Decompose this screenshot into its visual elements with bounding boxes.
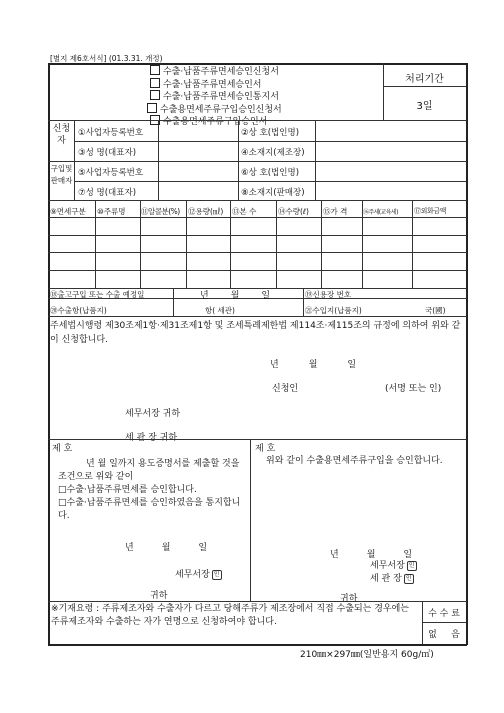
left-signer: 세무서장 인: [175, 570, 220, 580]
paper-spec: 210㎜×297㎜(일반용지 60g/㎡): [300, 650, 434, 660]
applicant-representative-input[interactable]: [159, 142, 237, 160]
addressee-customs: 세 관 장 귀하: [125, 433, 178, 443]
checkbox[interactable]: [150, 78, 160, 88]
items-header-liquor-name: ⑩주류명: [97, 207, 126, 216]
option-notify[interactable]: □수출·납품주류면세를 승인하였음을 통지합니다.: [58, 498, 241, 521]
signature-note: (서명 또는 인): [385, 384, 442, 394]
items-row[interactable]: [49, 236, 465, 251]
items-header-quantity: ⑭수량(ℓ): [278, 207, 309, 216]
items-header-alcohol: ⑪알콜분(%): [141, 207, 180, 216]
purchaser-address-label: ⑧소재지(판매장): [241, 188, 305, 198]
items-row[interactable]: [49, 218, 465, 234]
form-reference: [별지 제6호서식] (01.3.31. 개정): [50, 54, 163, 63]
title-option[interactable]: 수출용면세주류구입승인서: [150, 115, 282, 128]
right-approval-body: 위와 같이 수출용면세주류구입을 승인합니다.: [266, 456, 443, 466]
purchaser-representative-label: ⑦성 명(대표자): [78, 188, 137, 198]
purchaser-address-input[interactable]: [316, 182, 465, 199]
left-approval-date[interactable]: 년 월 일: [125, 543, 208, 553]
title-option[interactable]: 수출·납품주류면세승인통지서: [150, 90, 282, 103]
applicant-business-number-label: ①사업자등록번호: [78, 128, 144, 138]
processing-period-value: 3일: [416, 101, 433, 112]
seal-mark: 인: [213, 571, 220, 578]
applicant-representative-label: ③성 명(대표자): [78, 148, 137, 158]
application-date[interactable]: 년 월 일: [270, 360, 357, 370]
applicant-address-label: ④소재지(제조장): [241, 148, 305, 158]
purchaser-section-label: 구입및판매자: [50, 164, 73, 185]
addressee-tax-office: 세무서장 귀하: [125, 409, 181, 419]
right-addressee: 귀하: [340, 594, 358, 604]
applicant-section-label: 신청자: [52, 124, 71, 146]
right-approval-date[interactable]: 년 월 일: [330, 550, 413, 560]
items-header-price: ⑮가 격: [323, 207, 348, 216]
ship-date-label: ⑱출고구입 또는 수출 예정일: [50, 290, 145, 299]
right-signers: 세무서장 인 세 관 장 인: [370, 561, 415, 584]
right-approval-number: 제 호: [255, 444, 276, 454]
checkbox[interactable]: [147, 103, 157, 113]
purchaser-business-number-label: ⑤사업자등록번호: [78, 168, 144, 178]
seal-mark: 인: [408, 562, 415, 569]
purchaser-company-name-input[interactable]: [316, 162, 465, 180]
items-header-bottles: ⑬본 수: [232, 207, 257, 216]
items-header-volume: ⑫용량(㎖): [188, 207, 224, 216]
items-header-tax: ⑯주세(교육세): [363, 209, 398, 216]
items-header-exemption-type: ⑨면세구분: [50, 207, 86, 216]
title-option[interactable]: 수출·납품주류면세승인서: [150, 78, 282, 91]
fee-label: 수 수 료: [428, 609, 460, 619]
items-row[interactable]: [49, 253, 465, 269]
option-approve[interactable]: □수출·납품주류면세를 승인합니다.: [58, 485, 197, 495]
form-title-options: [150, 65, 282, 128]
left-approval-body: 년 월 일까지 용도증명서를 제출할 것을 조건으로 위와 같이 □수출·납품주류면세를 승인합니다. □수출·납품주류면세를 승인하였음을 통지합니다.: [58, 458, 244, 523]
purchaser-business-number-input[interactable]: [159, 162, 237, 180]
purchaser-company-name-label: ⑥상 호(법인명): [241, 168, 300, 178]
checkbox[interactable]: [150, 65, 160, 75]
applicant-address-input[interactable]: [316, 142, 465, 160]
applicant-sign-label: 신청인: [272, 384, 299, 394]
applicant-business-number-input[interactable]: [159, 121, 237, 140]
left-approval-number: 제 호: [52, 444, 73, 454]
items-header-foreign-amount: ⑰외화금액: [414, 207, 447, 215]
origin-port-suffix: 항( 세관): [205, 306, 235, 315]
applicant-company-name-label: ②상 호(법인명): [241, 128, 300, 138]
lc-number-label: ⑲신용장 번호: [305, 290, 352, 299]
items-row[interactable]: [49, 271, 465, 287]
left-addressee: 귀하: [150, 591, 168, 601]
statute-text: 주세법시행령 제30조제1항·제31조제1항 및 조세특례제한법 제114조·제115조의 규정에 의하여 위와 같이 신청합니다.: [50, 321, 461, 345]
checkbox[interactable]: [150, 90, 160, 100]
destination-suffix: 국(國): [425, 306, 446, 315]
origin-port-label: ⑳수출항(납품지): [50, 306, 107, 315]
ship-date-field[interactable]: 년 월 일: [200, 291, 271, 301]
applicant-company-name-input[interactable]: [316, 121, 465, 140]
title-option[interactable]: 수출·납품주류면세승인신청서: [150, 65, 282, 78]
fee-value: 없 음: [428, 630, 460, 640]
purchaser-representative-input[interactable]: [159, 182, 237, 199]
seal-mark: 인: [405, 575, 412, 582]
processing-period-label: 처리기간: [405, 74, 444, 85]
destination-label: ㉑수입지(납품지): [305, 306, 362, 315]
title-option[interactable]: 수출용면세주류구입승인신청서: [147, 103, 282, 116]
instructions-note: ※기재요령 : 주류제조자와 수출자가 다르고 당해주류가 제조장에서 직접 수출되는 경우에는 주류제조자와 수출하는 자가 연명으로 신청하여야 합니다.: [51, 604, 410, 627]
